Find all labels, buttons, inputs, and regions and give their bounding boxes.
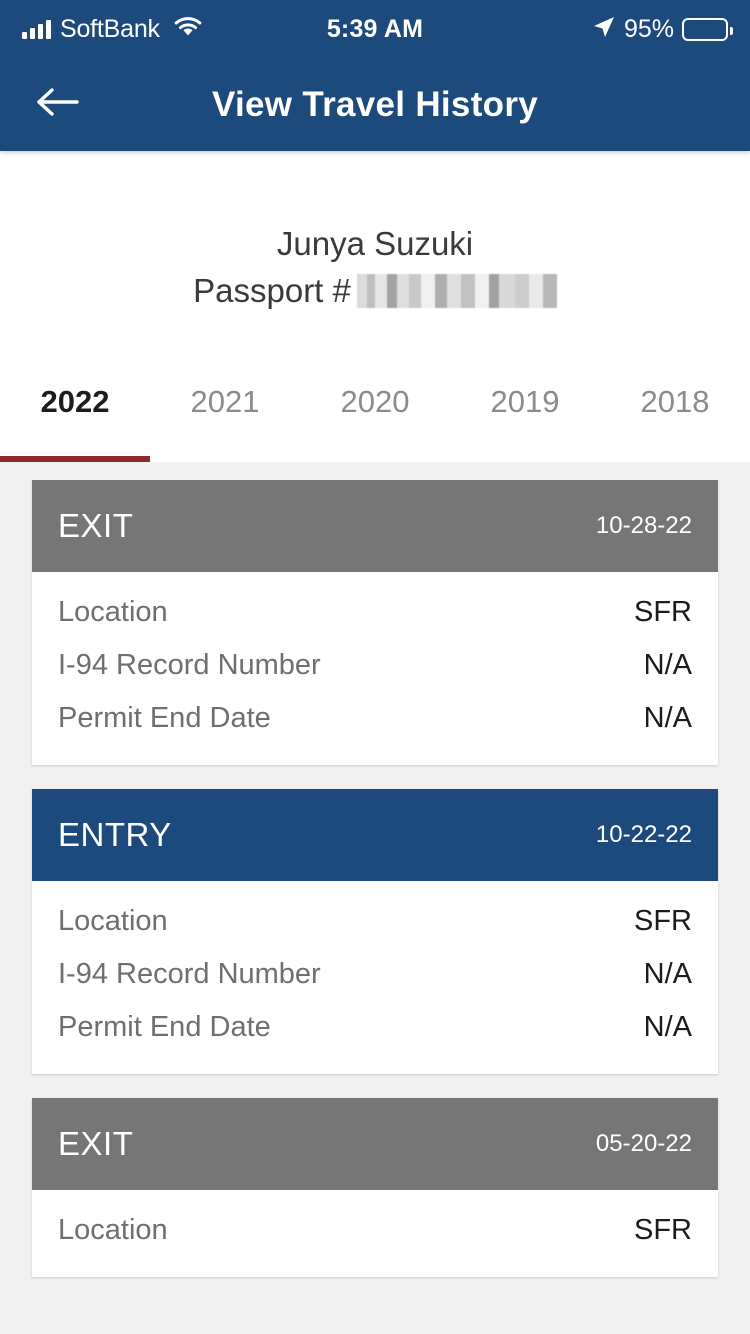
- table-row: [32, 1001, 718, 1054]
- record-details: [32, 881, 718, 1074]
- row-label: Permit End Date: [58, 1011, 271, 1044]
- table-row: [32, 639, 718, 692]
- row-value: SFR: [634, 1214, 692, 1247]
- record-date: 05-20-22: [595, 1130, 692, 1158]
- record-details: [32, 572, 718, 765]
- row-value: N/A: [643, 958, 692, 991]
- record-details: [32, 1190, 718, 1277]
- traveler-name: Junya Suzuki: [276, 225, 474, 262]
- record-type: ENTRY: [58, 816, 172, 854]
- tab-2018[interactable]: 2018: [640, 384, 710, 420]
- record-date: 10-28-22: [595, 512, 692, 540]
- tab-2019[interactable]: 2019: [490, 384, 560, 420]
- record-type: EXIT: [58, 1125, 134, 1163]
- status-bar-right: [592, 15, 728, 44]
- location-arrow-icon: [592, 15, 616, 44]
- row-value: N/A: [643, 1011, 692, 1044]
- row-label: Location: [58, 596, 168, 629]
- row-label: I-94 Record Number: [58, 649, 321, 682]
- table-row: [32, 895, 718, 948]
- tab-2021[interactable]: 2021: [190, 384, 260, 420]
- tab-2022[interactable]: 2022: [40, 384, 110, 420]
- row-label: Location: [58, 905, 168, 938]
- carrier-label: SoftBank: [60, 14, 160, 43]
- record-header: [32, 789, 718, 881]
- record-date: 10-22-22: [595, 821, 692, 849]
- travel-record-card[interactable]: [32, 1098, 718, 1277]
- row-label: I-94 Record Number: [58, 958, 321, 991]
- tab-2020[interactable]: 2020: [340, 384, 410, 420]
- record-header: [32, 480, 718, 572]
- battery-percentage: 95%: [623, 14, 674, 43]
- passport-row: [0, 272, 750, 310]
- record-header: [32, 1098, 718, 1190]
- tab-active-indicator: [0, 456, 150, 462]
- travel-history-list: [0, 462, 750, 1277]
- status-bar-clock: 5:39 AM: [326, 14, 424, 43]
- row-value: SFR: [634, 905, 692, 938]
- row-label: Location: [58, 1214, 168, 1247]
- status-bar: [0, 0, 750, 58]
- traveler-info: [0, 151, 750, 462]
- table-row: [32, 692, 718, 745]
- row-label: Permit End Date: [58, 702, 271, 735]
- row-value: N/A: [643, 702, 692, 735]
- year-tabs[interactable]: [0, 372, 750, 456]
- table-row: [32, 1204, 718, 1257]
- row-value: SFR: [634, 596, 692, 629]
- travel-record-card[interactable]: [32, 480, 718, 765]
- passport-label: Passport #: [193, 272, 351, 310]
- table-row: [32, 586, 718, 639]
- row-value: N/A: [643, 649, 692, 682]
- record-type: EXIT: [58, 507, 134, 545]
- navigation-bar: [0, 58, 750, 151]
- page-title: View Travel History: [211, 84, 539, 124]
- travel-record-card[interactable]: [32, 789, 718, 1074]
- table-row: [32, 948, 718, 1001]
- back-button[interactable]: [18, 58, 96, 151]
- battery-icon: [682, 18, 728, 41]
- passport-number-redacted: [357, 274, 557, 308]
- back-arrow-icon: [35, 85, 79, 124]
